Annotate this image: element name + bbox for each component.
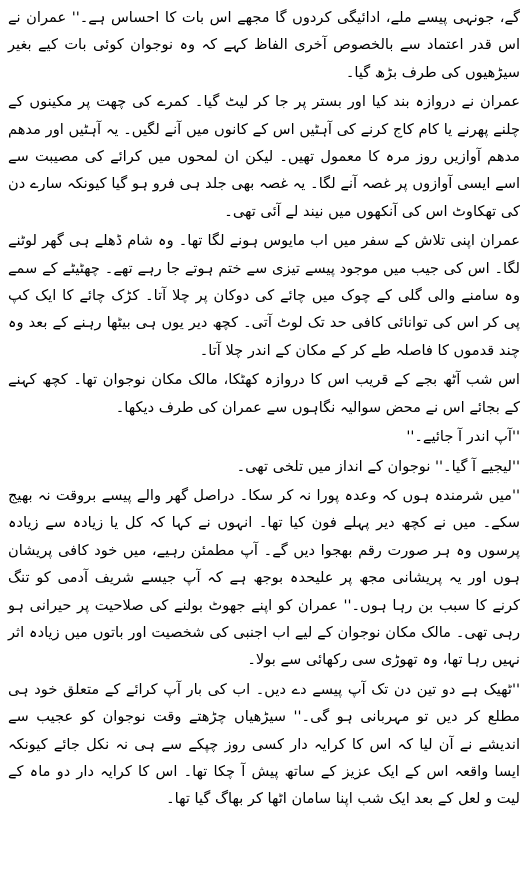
paragraph-4: اس شب آٹھ بجے کے قریب اس کا دروازہ کھٹکا، مالک مکان نوجوان تھا۔ کچھ کہنے کے بجائے اس نے محض سوالیہ نگاہوں سے عمران کی طرف دیکھا۔ bbox=[8, 371, 520, 416]
paragraph-5: ''آپ اندر آ جائیے۔'' bbox=[406, 428, 520, 446]
paragraph-6: ''لیجیے آ گیا۔'' نوجوان کے انداز میں تلخی تھی۔ bbox=[236, 457, 520, 475]
paragraph-1: گے، جونہی پیسے ملے، ادائیگی کردوں گا مجھے اس بات کا احساس ہے۔'' عمران نے اس قدر اعتماد سے بالخصوص آخری الفاظ کہے کہ وہ نوجوان کوئی بات کیے بغیر سیڑھیوں کی طرف بڑھ گیا۔ bbox=[8, 9, 520, 81]
paragraph-3: عمران اپنی تلاش کے سفر میں اب مایوس ہونے لگا تھا۔ وہ شام ڈھلے ہی گھر لوٹنے لگا۔ اس کی جیب میں موجود پیسے تیزی سے ختم ہوتے جا رہے تھے۔ چھٹیٹے کے سمے وہ سامنے والی گلی کے چوک میں چائے کی دوکان پر چلا آتا۔ کڑک چائے کا ایک کپ پی کر اس کی توانائی کافی حد تک لوٹ آتی۔ کچھ دیر یوں ہی بیٹھا رہنے کے بعد وہ چند قدموں کا فاصلہ طے کر کے مکان کے اندر چلا آتا۔ bbox=[8, 232, 520, 359]
page-text bbox=[8, 4, 520, 813]
paragraph-8: ''ٹھیک ہے دو تین دن تک آپ پیسے دے دیں۔ اب کی بار آپ کرائے کے متعلق خود ہی مطلع کر دیں تو مہربانی ہو گی۔'' سیڑھیاں چڑھتے وقت نوجوان کو عجیب سے اندیشے نے آن لیا کہ اس کا کرایہ دار کسی روز چپکے سے ہی نہ نکل جائے کیونکہ ایسا واقعہ اس کے ایک عزیز کے ساتھ پیش آ چکا تھا۔ اس کا کرایہ دار دو ماہ کے لیت و لعل کے بعد ایک شب اپنا سامان اٹھا کر بھاگ گیا تھا۔ bbox=[8, 680, 520, 808]
paragraph-7: ''میں شرمندہ ہوں کہ وعدہ پورا نہ کر سکا۔ دراصل گھر والے پیسے بروقت نہ بھیج سکے۔ میں نے کچھ دیر پہلے فون کیا تھا۔ انہوں نے کہا کہ کل یا زیادہ سے زیادہ پرسوں وہ ہر صورت رقم بھجوا دیں گے۔ آپ مطمئن رہیے، میں خود کافی پریشان ہوں اور یہ پریشانی مجھ پر علیحدہ بوجھ ہے کہ آپ جیسے شریف آدمی کو تنگ کرنے کا سبب بن رہا ہوں۔'' عمران کو اپنے جھوٹ بولنے کی صلاحیت پر حیرانی ہو رہی تھی۔ مالک مکان نوجوان کے لیے اب اجنبی کی شخصیت اور باتوں میں زیادہ اثر نہیں رہا تھا، وہ تھوڑی سی رکھائی سے بولا۔ bbox=[8, 486, 520, 669]
paragraph-2: عمران نے دروازہ بند کیا اور بستر پر جا کر لیٹ گیا۔ کمرے کی چھت پر مکینوں کے چلنے پھرنے یا کام کاج کرنے کی آہٹیں اس کے کانوں میں آنے لگیں۔ یہ آہٹیں اور مدھم مدھم آوازیں روز مرہ کا معمول تھیں۔ لیکن ان لمحوں میں کرائے کی مصیبت سے اسے ایسی آوازوں پر غصہ آنے لگا۔ یہ غصہ بھی جلد ہی فرو ہو گیا کیونکہ سارے دن کی تھکاوٹ اس کی آنکھوں میں نیند لے آئی تھی۔ bbox=[8, 93, 520, 220]
